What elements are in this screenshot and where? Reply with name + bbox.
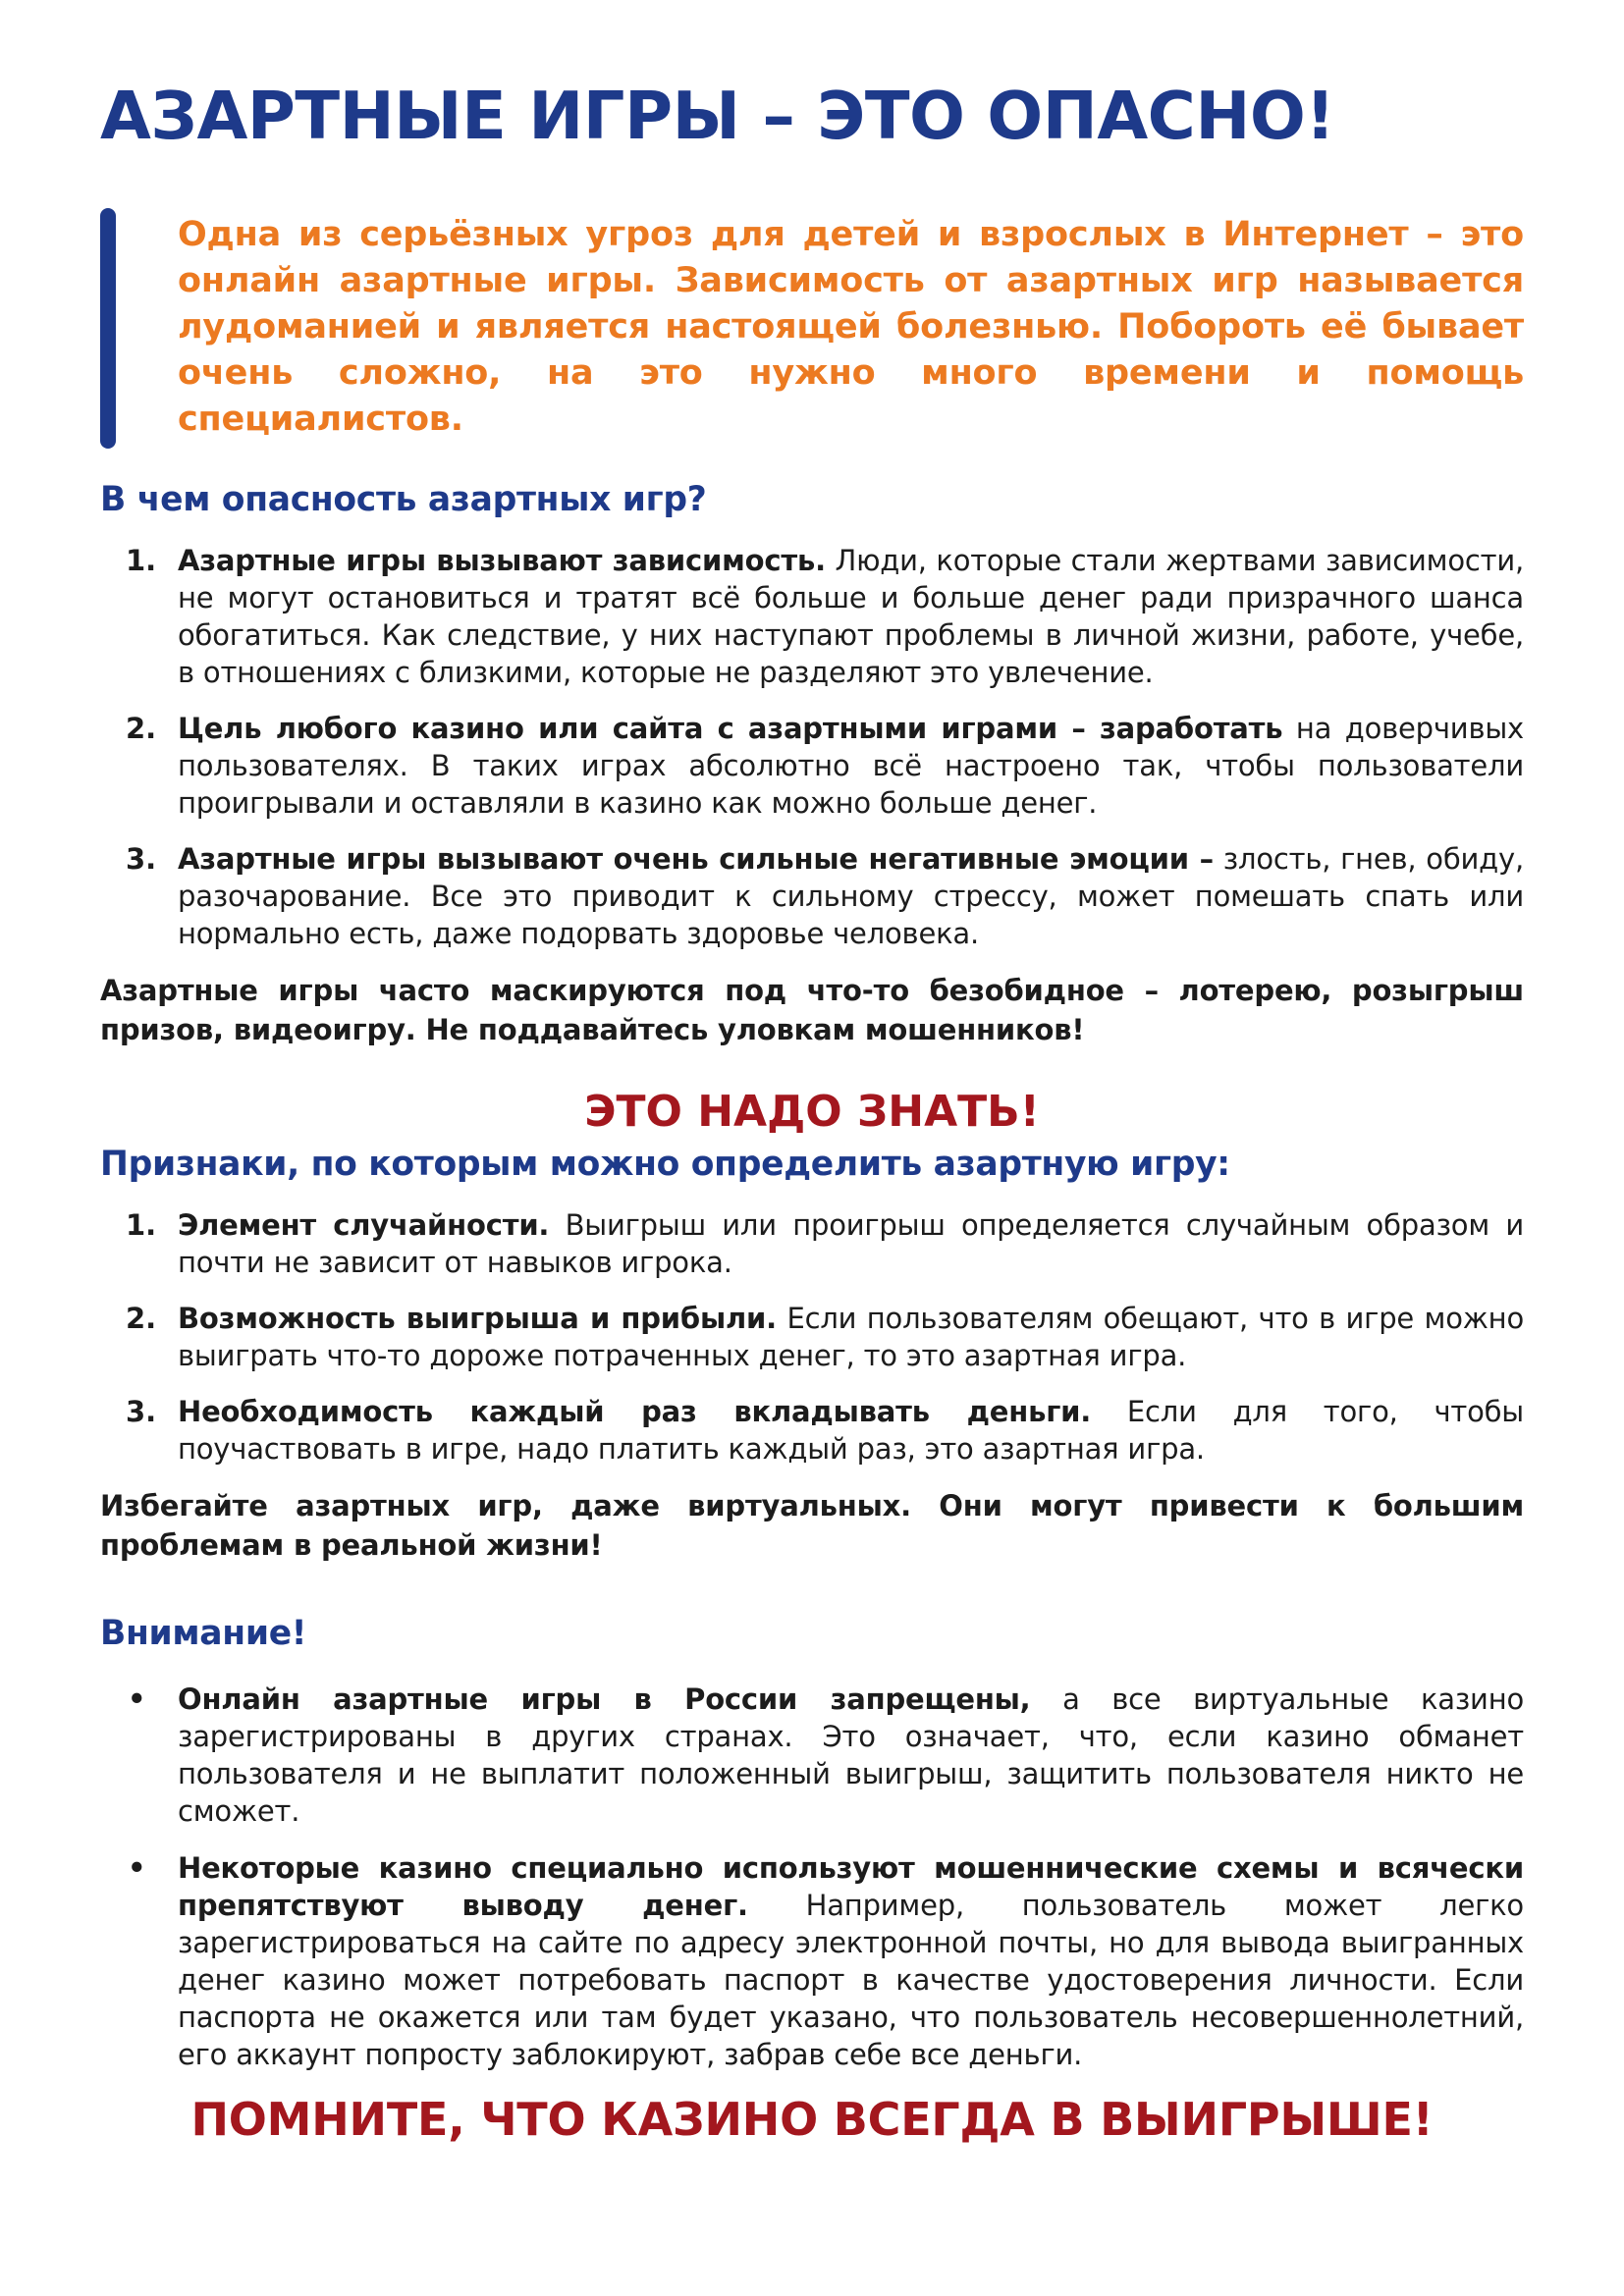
item-rest: Например, пользователь может легко зарегистрироваться на сайте по адресу электронной почты, но для вывода выигранных денег казино может потребовать паспорт в качестве удостоверения личности. Если паспорта не окажется или там будет указано, что пользователь несовершеннолетний, его аккаунт попросту заблокируют, забрав себе все деньги. xyxy=(178,1888,1524,2071)
danger-item xyxy=(100,840,1524,952)
intro-text: Одна из серьёзных угроз для детей и взрослых в Интернет – это онлайн азартные игры. Зависимость от азартных игр называется лудоманией и является настоящей болезнью. Побороть её бывает очень сложно, на это нужно много времени и помощь специалистов. xyxy=(178,214,1524,439)
danger-heading: В чем опасность азартных игр? xyxy=(100,479,707,519)
attention-item xyxy=(100,1681,1524,1830)
bullet-icon: • xyxy=(128,1850,146,1885)
page-title: АЗАРТНЫЕ ИГРЫ – ЭТО ОПАСНО! xyxy=(100,78,1335,154)
attention-item xyxy=(100,1849,1524,2073)
item-number: 1. xyxy=(126,544,157,578)
item-rest: Люди, которые стали жертвами зависимости, не могут остановиться и тратят всё больше и больше денег ради призрачного шанса обогатиться. Как следствие, у них наступают проблемы в личной жизни, работе, учебе, в отношениях с близкими, которые не разделяют это увлечение. xyxy=(178,544,1524,690)
item-text xyxy=(178,1393,1524,1468)
signs-heading: Признаки, по которым можно определить азартную игру: xyxy=(100,1144,1230,1184)
item-text xyxy=(178,1849,1524,2073)
sign-item xyxy=(100,1393,1524,1468)
item-rest: Если для того, чтобы поучаствовать в игре, надо платить каждый раз, это азартная игра. xyxy=(178,1395,1524,1467)
item-text xyxy=(178,1300,1524,1374)
danger-item xyxy=(100,542,1524,691)
danger-note: Азартные игры часто маскируются под что-то безобидное – лотерею, розыгрыш призов, видеоигру. Не поддавайтесь уловкам мошенников! xyxy=(100,974,1524,1047)
item-rest: Выигрыш или проигрыш определяется случайным образом и почти не зависит от навыков игрока. xyxy=(178,1208,1524,1280)
item-rest: Если пользователям обещают, что в игре можно выиграть что-то дороже потраченных денег, то это азартная игра. xyxy=(178,1302,1524,1373)
attention-heading: Внимание! xyxy=(100,1614,307,1654)
sign-item xyxy=(100,1300,1524,1374)
item-number: 2. xyxy=(126,1302,157,1336)
item-text xyxy=(178,542,1524,691)
item-bold: Онлайн азартные игры в России запрещены, xyxy=(178,1682,1031,1716)
danger-item xyxy=(100,710,1524,822)
item-bold: Некоторые казино специально используют мошеннические схемы и всячески препятствуют выводу денег. xyxy=(178,1850,1524,1922)
item-number: 3. xyxy=(126,842,157,877)
item-number: 1. xyxy=(126,1208,157,1243)
item-rest: а все виртуальные казино зарегистрированы в других странах. Это означает, что, если казино обманет пользователя и не выплатит положенный выигрыш, защитить пользователя никто не сможет. xyxy=(178,1682,1525,1828)
signs-list xyxy=(100,1206,1524,1468)
item-bold: Азартные игры вызывают зависимость. xyxy=(178,544,826,578)
item-text xyxy=(178,710,1524,822)
item-bold: Элемент случайности. xyxy=(178,1208,550,1243)
item-text xyxy=(178,1681,1524,1830)
item-number: 2. xyxy=(126,712,157,746)
item-text xyxy=(178,1206,1524,1281)
item-bold: Необходимость каждый раз вкладывать деньги. xyxy=(178,1395,1092,1429)
item-bold: Возможность выигрыша и прибыли. xyxy=(178,1302,777,1336)
item-bold: Цель любого казино или сайта с азартными играми – заработать xyxy=(178,712,1283,746)
intro-block xyxy=(100,212,1524,443)
item-text xyxy=(178,840,1524,952)
item-bold: Азартные игры вызывают очень сильные негативные эмоции – xyxy=(178,842,1214,877)
sign-item xyxy=(100,1206,1524,1281)
item-number: 3. xyxy=(126,1395,157,1429)
item-rest: злость, гнев, обиду, разочарование. Все это приводит к сильному стрессу, может помешать спать или нормально есть, даже подорвать здоровье человека. xyxy=(178,842,1524,951)
signs-note: Избегайте азартных игр, даже виртуальных. Они могут привести к большим проблемам в реальной жизни! xyxy=(100,1489,1524,1563)
intro-accent-bar xyxy=(100,208,116,449)
bullet-icon: • xyxy=(128,1682,146,1716)
attention-list xyxy=(100,1681,1524,2073)
know-banner: ЭТО НАДО ЗНАТЬ! xyxy=(584,1087,1040,1138)
footer-warning: ПОМНИТЕ, ЧТО КАЗИНО ВСЕГДА В ВЫИГРЫШЕ! xyxy=(190,2092,1434,2146)
danger-list xyxy=(100,542,1524,952)
item-rest: на доверчивых пользователях. В таких играх абсолютно всё настроено так, чтобы пользователи проигрывали и оставляли в казино как можно больше денег. xyxy=(178,712,1524,821)
